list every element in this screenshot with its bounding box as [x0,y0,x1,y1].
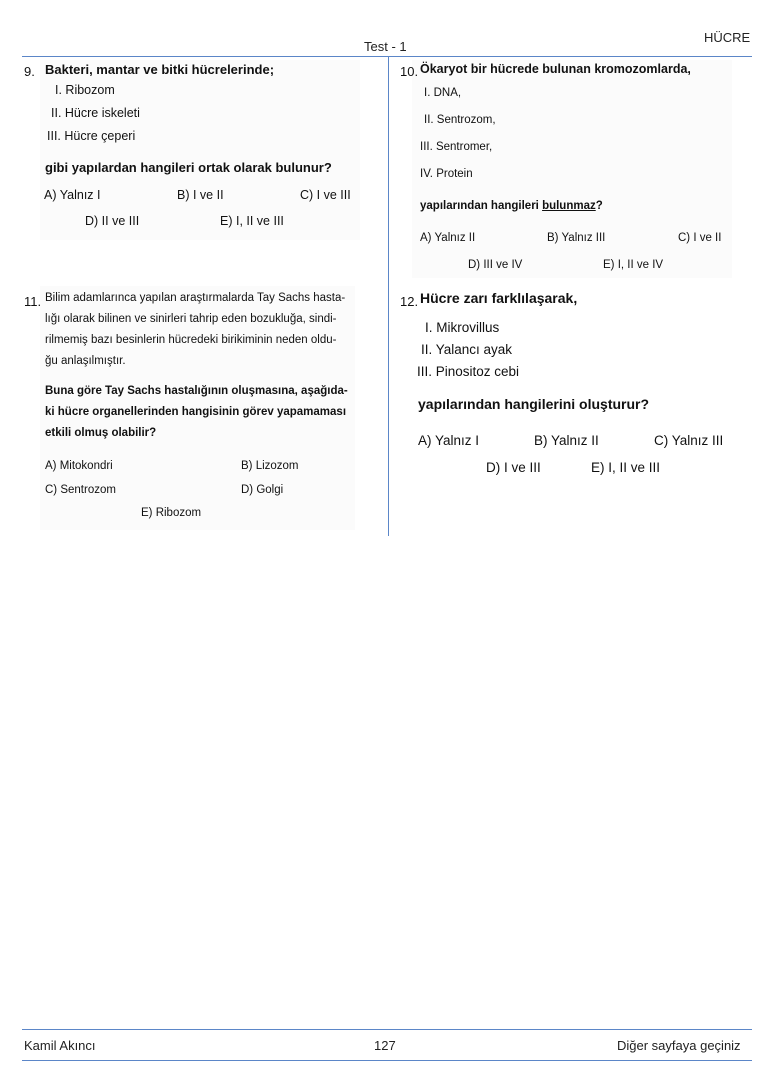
q12-option-b[interactable]: B) Yalnız II [534,433,599,448]
q9-option-a[interactable]: A) Yalnız I [44,188,101,202]
q12-option-d[interactable]: D) I ve III [486,460,541,475]
footer-author: Kamil Akıncı [24,1038,96,1053]
next-page-note: Diğer sayfaya geçiniz [617,1038,741,1053]
q10-option-e[interactable]: E) I, II ve IV [603,259,664,271]
q11-line-4: ğu anlaşılmıştır. [45,355,126,367]
q9-option-c[interactable]: C) I ve III [300,188,351,202]
q12-option-c[interactable]: C) Yalnız III [654,433,724,448]
q10-question [420,200,603,212]
q10-item-1: I. DNA, [424,87,462,99]
q11-option-c[interactable]: C) Sentrozom [45,484,116,496]
q9-question: gibi yapılardan hangileri ortak olarak bulunur? [45,160,332,175]
q11-option-d[interactable]: D) Golgi [241,484,284,496]
q9-option-e[interactable]: E) I, II ve III [220,214,284,228]
q10-question-post: ? [595,200,603,212]
q10-number: 10. [400,64,419,79]
q9-stem: Bakteri, mantar ve bitki hücrelerinde; [45,62,275,77]
q11-line-2: lığı olarak bilinen ve sinirleri tahrip eden bozukluğa, sindi- [45,313,337,325]
q11-option-e[interactable]: E) Ribozom [141,507,202,519]
q9-item-1: I. Ribozom [55,83,115,97]
q10-option-a[interactable]: A) Yalnız II [420,232,476,244]
q12-question: yapılarından hangilerini oluşturur? [418,396,650,412]
q11-question-3: etkili olmuş olabilir? [45,427,157,439]
q10-option-d[interactable]: D) III ve IV [468,259,523,271]
q12-option-a[interactable]: A) Yalnız I [418,433,480,448]
q11-option-a[interactable]: A) Mitokondri [45,460,113,472]
header-rule [22,56,752,57]
q12-item-3: III. Pinositoz cebi [417,364,520,379]
test-label: Test - 1 [364,39,407,54]
q11-number: 11. [24,294,42,309]
q11-question-1: Buna göre Tay Sachs hastalığının oluşmasına, aşağıda- [45,385,348,397]
q10-item-2: II. Sentrozom, [424,114,496,126]
q10-question-underlined: bulunmaz [542,200,596,212]
footer-bottom-rule [22,1060,752,1061]
q9-option-b[interactable]: B) I ve II [177,188,224,202]
column-divider [388,56,389,536]
page-number: 127 [374,1038,396,1053]
q10-stem: Ökaryot bir hücrede bulunan kromozomlarda, [420,62,691,76]
q10-item-3: III. Sentromer, [420,141,493,153]
q10-item-4: IV. Protein [420,168,473,180]
topic-title: HÜCRE [704,30,751,45]
q9-item-2: II. Hücre iskeleti [51,106,140,120]
q12-item-2: II. Yalancı ayak [421,342,513,357]
q11-line-1: Bilim adamlarınca yapılan araştırmalarda Tay Sachs hasta- [45,292,346,304]
q11-line-3: rilmemiş bazı besinlerin hücredeki birikiminin neden oldu- [45,334,337,346]
q12-item-1: I. Mikrovillus [425,320,500,335]
q10-option-c[interactable]: C) I ve II [678,232,722,244]
q12-option-e[interactable]: E) I, II ve III [591,460,661,475]
q10-option-b[interactable]: B) Yalnız III [547,232,606,244]
q9-number: 9. [24,64,35,79]
footer-top-rule [22,1029,752,1030]
q11-option-b[interactable]: B) Lizozom [241,460,299,472]
q11-question-2: ki hücre organellerinden hangisinin görev yapamaması [45,406,347,418]
q12-stem: Hücre zarı farklılaşarak, [420,290,578,306]
q12-number: 12. [400,294,419,309]
q9-item-3: III. Hücre çeperi [47,129,136,143]
q9-option-d[interactable]: D) II ve III [85,214,140,228]
q10-question-pre: yapılarından hangileri [420,200,543,212]
